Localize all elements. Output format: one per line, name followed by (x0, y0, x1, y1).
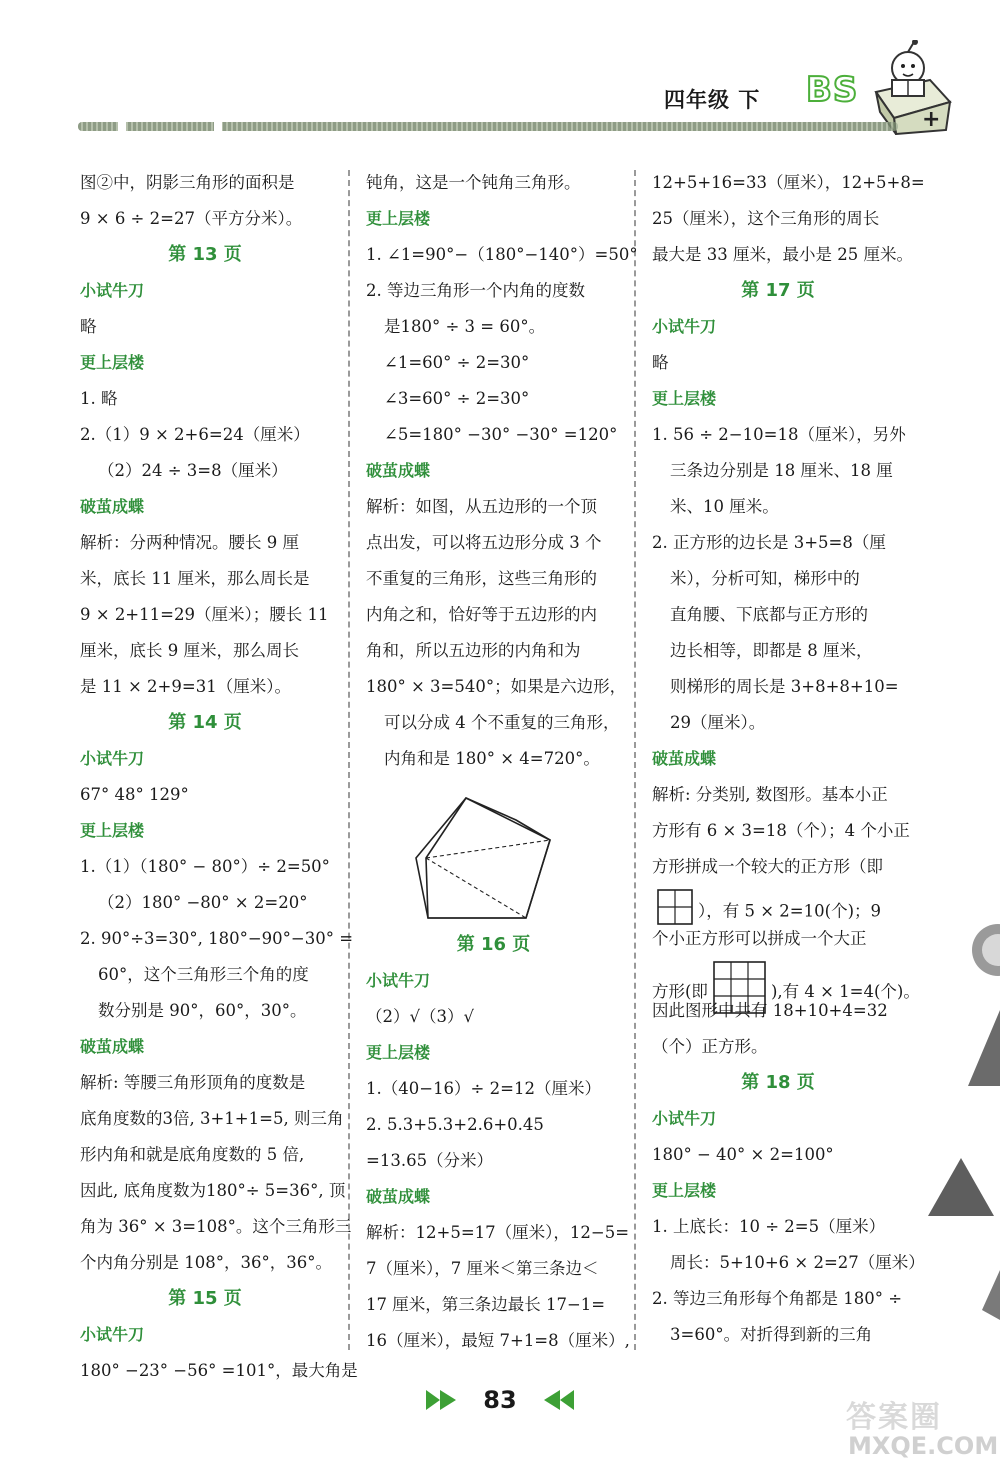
answer-line: 最大是 33 厘米，最小是 25 厘米。 (652, 245, 913, 264)
answer-line: 9 × 6 ÷ 2=27（平方分米）。 (80, 209, 303, 228)
answer-line: 是180° ÷ 3 = 60°。 (384, 317, 546, 336)
page-heading: 第 14 页 (168, 712, 242, 733)
answer-line: 67° 48° 129° (80, 785, 189, 804)
answer-line: 三条边分别是 18 厘米、18 厘 (670, 461, 893, 480)
answer-line: 7（厘米），7 厘米＜第三条边＜ (366, 1259, 599, 1278)
section-heading: 更上层楼 (366, 209, 431, 228)
column-3 (652, 168, 925, 1356)
answer-line: 29（厘米）。 (670, 713, 766, 732)
answer-line: 是 11 × 2+9=31（厘米）。 (80, 677, 291, 696)
answer-line: 数分别是 90°，60°，30°。 (98, 1001, 307, 1020)
back-arrows-icon (540, 1387, 576, 1413)
answer-line: 点出发，可以将五边形分成 3 个 (366, 533, 602, 552)
answer-line: 2. 等边三角形每个角都是 180° ÷ (652, 1289, 903, 1308)
answer-line: 米、10 厘米。 (670, 497, 779, 516)
answer-line: 方形拼成一个较大的正方形（即 (652, 857, 883, 876)
rule-gap (214, 120, 222, 133)
answer-line: 2. 等边三角形一个内角的度数 (366, 281, 585, 300)
watermark-text: 答案圈 (846, 1400, 942, 1435)
answer-line: （2）√（3）√ (366, 1007, 475, 1026)
answer-line: 2. 90°÷3=30°, 180°−90°−30° = (80, 929, 354, 948)
answer-line: 厘米，底长 9 厘米，那么周长 (80, 641, 299, 660)
answer-line: 60°，这个三角形三个角的度 (98, 965, 309, 984)
answer-line: 1. ∠1=90°−（180°−140°）=50° (366, 245, 638, 264)
answer-line: 米，底长 11 厘米，那么周长是 (80, 569, 310, 588)
answer-line: 2.（1）9 × 2+6=24（厘米） (80, 425, 310, 444)
answer-line: 1.（40−16）÷ 2=12（厘米） (366, 1079, 601, 1098)
section-heading: 破茧成蝶 (80, 1037, 145, 1056)
answer-line: 角和，所以五边形的内角和为 (366, 641, 581, 660)
answer-line: ∠1=60° ÷ 2=30° (384, 353, 530, 372)
answer-line: 25（厘米），这个三角形的周长 (652, 209, 880, 228)
answer-line: 方形有 6 × 3=18（个）；4 个小正 (652, 821, 910, 840)
grade-label: 四年级 下 (664, 88, 761, 112)
column-divider (634, 170, 636, 1350)
page-heading: 第 13 页 (168, 244, 242, 265)
answer-line: ∠5=180° −30° −30° =120° (384, 425, 618, 444)
answer-line: ∠3=60° ÷ 2=30° (384, 389, 530, 408)
answer-line: =13.65（分米） (366, 1151, 494, 1170)
answer-line: （2）180° −80° × 2=20° (98, 893, 308, 912)
answer-line: 180° −23° −56° =101°，最大角是 (80, 1361, 358, 1380)
section-heading: 小试牛刀 (80, 1325, 145, 1344)
answer-line: 图②中，阴影三角形的面积是 (80, 173, 295, 192)
section-heading: 破茧成蝶 (80, 497, 145, 516)
answer-line: 直角腰、下底都与正方形的 (670, 605, 868, 624)
answer-line: 2. 5.3+5.3+2.6+0.45 (366, 1115, 544, 1134)
answer-line: 2. 正方形的边长是 3+5=8（厘 (652, 533, 886, 552)
answer-line: 角为 36° × 3=108°。这个三角形三 (80, 1217, 352, 1236)
edition-logo: BS (806, 70, 859, 110)
answer-line: 180° × 3=540°；如果是六边形， (366, 677, 627, 696)
answer-line: 180° − 40° × 2=100° (652, 1145, 834, 1164)
deco-triangle-icon (966, 1010, 1000, 1086)
page-number: 83 (483, 1386, 517, 1414)
answer-line: 不重复的三角形，这些三角形的 (366, 569, 597, 588)
rule-gap (118, 120, 126, 133)
answer-line: 解析: 分类别, 数图形。基本小正 (652, 785, 888, 804)
pentagon-figure (366, 780, 621, 930)
answer-line: 16（厘米），最短 7+1=8（厘米）, (366, 1331, 630, 1350)
section-heading: 更上层楼 (366, 1043, 431, 1062)
line-text: ),有 4 × 1=4(个)。 (770, 982, 920, 1001)
answer-line: 边长相等，即都是 8 厘米， (670, 641, 873, 660)
section-heading: 破茧成蝶 (366, 461, 431, 480)
page-heading: 第 16 页 (456, 934, 531, 955)
watermark-url: MXQE.COM (848, 1432, 999, 1460)
answer-line: 因此, 底角度数为180°÷ 5=36°, 顶 (80, 1181, 346, 1200)
answer-line (652, 960, 920, 1001)
answer-line: 1. 56 ÷ 2−10=18（厘米），另外 (652, 425, 906, 444)
answer-line: 米），分析可知，梯形中的 (670, 569, 860, 588)
section-heading: 小试牛刀 (80, 281, 145, 300)
answer-line: 12+5+16=33（厘米），12+5+8= (652, 173, 925, 192)
answer-line: 17 厘米，第三条边最长 17−1= (366, 1295, 606, 1314)
svg-text:+: + (922, 107, 941, 132)
answer-line: 1.（1）（180° − 80°）÷ 2=50° (80, 857, 330, 876)
section-heading: 小试牛刀 (366, 971, 431, 990)
forward-arrows-icon (424, 1387, 460, 1413)
deco-triangle-icon (926, 1156, 996, 1218)
answer-line: 个小正方形可以拼成一个大正 (652, 929, 867, 948)
header-rule (78, 122, 898, 131)
mascot-reading-icon (870, 40, 952, 135)
answer-line: 略 (80, 317, 97, 336)
answer-line: 解析: 等腰三角形顶角的度数是 (80, 1073, 306, 1092)
answer-line: 9 × 2+11=29（厘米）；腰长 11 (80, 605, 329, 624)
answer-line: 解析：分两种情况。腰长 9 厘 (80, 533, 299, 552)
answer-line (652, 888, 904, 924)
deco-triangle-icon (982, 1270, 1000, 1320)
answer-line: 解析：12+5=17（厘米），12−5= (366, 1223, 630, 1242)
page-heading: 第 17 页 (741, 280, 815, 301)
column-2 (366, 168, 638, 1362)
section-heading: 破茧成蝶 (652, 749, 717, 768)
answer-line: 钝角，这是一个钝角三角形。 (366, 173, 581, 192)
line-text: ），有 5 × 2=10(个)；9 (698, 901, 881, 921)
section-heading: 小试牛刀 (80, 749, 145, 768)
answer-line: 内角之和，恰好等于五边形的内 (366, 605, 597, 624)
answer-line: 1. 上底长：10 ÷ 2=5（厘米） (652, 1217, 886, 1236)
section-heading: 更上层楼 (80, 353, 145, 372)
answer-line: （个）正方形。 (652, 1037, 768, 1056)
answer-line: 因此图形中共有 18+10+4=32 (652, 1001, 888, 1020)
column-1 (80, 168, 358, 1392)
section-heading: 更上层楼 (652, 389, 717, 408)
answer-line: 则梯形的周长是 3+8+8+10= (670, 677, 899, 696)
column-divider (348, 170, 350, 1350)
section-heading: 小试牛刀 (652, 1109, 717, 1128)
answer-line: 个内角分别是 108°，36°，36°。 (80, 1253, 332, 1272)
page-heading: 第 15 页 (168, 1288, 242, 1309)
answer-line: 形内角和就是底角度数的 5 倍, (80, 1145, 305, 1164)
page-heading: 第 18 页 (741, 1072, 815, 1093)
answer-line: 3=60°。对折得到新的三角 (670, 1325, 873, 1344)
answer-line: 1. 略 (80, 389, 118, 408)
section-heading: 小试牛刀 (652, 317, 717, 336)
answer-line: 可以分成 4 个不重复的三角形， (384, 713, 620, 732)
section-heading: 更上层楼 (652, 1181, 717, 1200)
line-text: 方形(即 (652, 982, 708, 1001)
section-heading: 更上层楼 (80, 821, 145, 840)
answer-line: （2）24 ÷ 3=8（厘米） (98, 461, 288, 480)
answer-line: 周长：5+10+6 × 2=27（厘米） (670, 1253, 925, 1272)
answer-line: 内角和是 180° × 4=720°。 (384, 749, 600, 768)
answer-line: 底角度数的3倍, 3+1+1=5, 则三角 (80, 1109, 344, 1128)
section-heading: 破茧成蝶 (366, 1187, 431, 1206)
deco-circle-icon (968, 920, 1000, 980)
answer-line: 解析：如图，从五边形的一个顶 (366, 497, 597, 516)
answer-line: 略 (652, 353, 669, 372)
